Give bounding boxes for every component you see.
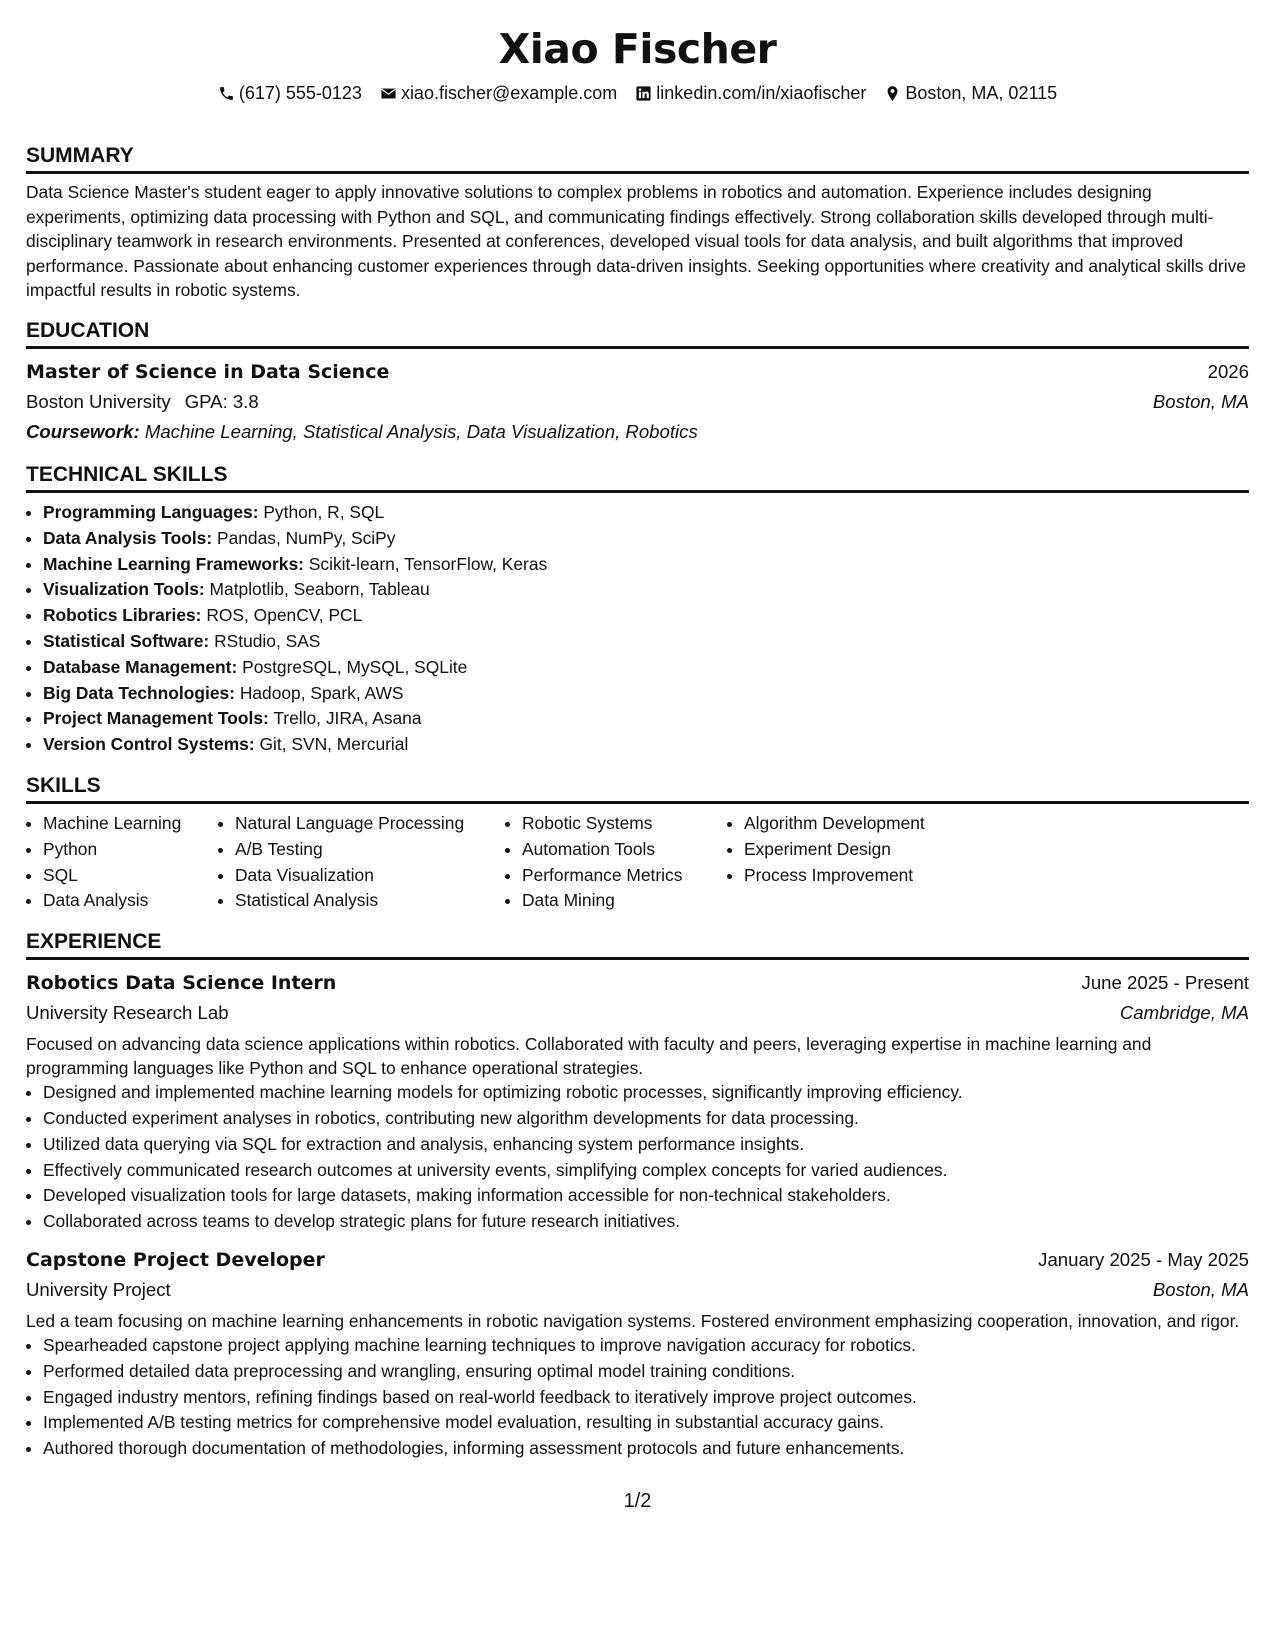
list-item: • Process Improvement bbox=[744, 863, 984, 889]
skill-label: Data Analysis Tools: bbox=[43, 527, 213, 548]
coursework-list: Machine Learning, Statistical Analysis, Data Visualization, Robotics bbox=[144, 420, 698, 442]
list-item: • Python bbox=[43, 837, 218, 863]
education-heading: EDUCATION bbox=[26, 317, 1249, 349]
list-item: • Automation Tools bbox=[522, 837, 727, 863]
job-dates: June 2025 - Present bbox=[1081, 972, 1249, 994]
phone-icon bbox=[218, 85, 235, 102]
job-entry bbox=[26, 968, 1249, 1235]
page-number: 1/2 bbox=[623, 1490, 652, 1512]
job-location: Boston, MA bbox=[1152, 1278, 1249, 1300]
skill-value: PostgreSQL, MySQL, SQLite bbox=[242, 656, 468, 677]
job-description: Focused on advancing data science applications within robotics. Collaborated with faculty and peers, leveraging expertise in machine learning and programming languages like Python and SQL to enhance operational strategies. bbox=[26, 1034, 1152, 1079]
coursework-line bbox=[26, 417, 1249, 447]
list-item bbox=[43, 732, 1249, 758]
contact-linkedin[interactable] bbox=[635, 80, 866, 106]
list-item: • Collaborated across teams to develop strategic plans for future research initiatives. bbox=[43, 1209, 1249, 1235]
job-entry bbox=[26, 1245, 1249, 1462]
skill-value: ROS, OpenCV, PCL bbox=[206, 605, 363, 626]
job-org-row bbox=[26, 1275, 1249, 1305]
skill-value: RStudio, SAS bbox=[214, 630, 321, 651]
technical-skills-list bbox=[26, 500, 1249, 758]
job-header bbox=[26, 968, 1249, 998]
list-item: • Effectively communicated research outcomes at university events, simplifying complex concepts for varied audiences. bbox=[43, 1158, 1249, 1184]
resume-page bbox=[26, 0, 1249, 1462]
list-item: • Implemented A/B testing metrics for comprehensive model evaluation, resulting in substantial accuracy gains. bbox=[43, 1410, 1249, 1436]
summary-text: Data Science Master's student eager to apply innovative solutions to complex problems in robotics and automation. Experience includes designing experiments, optimizing data processing with Python and SQL, and communicating findings effectively. Strong collaboration skills developed through multi-disciplinary teamwork in research environments. Presented at conferences, developed visual tools for data analysis, and built algorithms that improved performance. Passionate about enhancing customer experiences through data-driven insights. Seeking opportunities where creativity and analytical skills drive impactful results in robotic systems. bbox=[26, 182, 1246, 301]
list-item: • Experiment Design bbox=[744, 837, 984, 863]
skills-grid bbox=[26, 811, 1249, 914]
skill-label: Programming Languages: bbox=[43, 501, 259, 522]
list-item: • SQL bbox=[43, 863, 218, 889]
map-pin-icon bbox=[884, 85, 901, 102]
list-item bbox=[43, 629, 1249, 655]
job-bullets bbox=[26, 1333, 1249, 1462]
list-item: • Robotic Systems bbox=[522, 811, 727, 837]
skill-value: Hadoop, Spark, AWS bbox=[239, 682, 404, 703]
email-text: xiao.fischer@example.com bbox=[400, 83, 618, 103]
skill-value: Pandas, NumPy, SciPy bbox=[216, 527, 396, 548]
list-item: • Authored thorough documentation of methodologies, informing assessment protocols and future enhancements. bbox=[43, 1436, 1249, 1462]
job-organization: University Project bbox=[26, 1278, 171, 1300]
job-org-row bbox=[26, 998, 1249, 1028]
skills-column bbox=[218, 811, 505, 914]
skill-label: Statistical Software: bbox=[43, 630, 210, 651]
technical-skills-heading: TECHNICAL SKILLS bbox=[26, 461, 1249, 493]
list-item bbox=[43, 552, 1249, 578]
list-item: • Developed visualization tools for large datasets, making information accessible for non-technical stakeholders. bbox=[43, 1183, 1249, 1209]
location-text: Boston, MA, 02115 bbox=[905, 83, 1058, 103]
list-item bbox=[43, 655, 1249, 681]
school-name: Boston University bbox=[26, 390, 171, 412]
skill-value: Scikit-learn, TensorFlow, Keras bbox=[308, 553, 548, 574]
job-header bbox=[26, 1245, 1249, 1275]
skill-value: Git, SVN, Mercurial bbox=[259, 734, 409, 755]
linkedin-text: linkedin.com/in/xiaofischer bbox=[656, 83, 867, 103]
list-item bbox=[43, 577, 1249, 603]
job-title: Robotics Data Science Intern bbox=[26, 972, 337, 995]
job-bullets bbox=[26, 1080, 1249, 1235]
skill-label: Project Management Tools: bbox=[43, 708, 269, 729]
list-item bbox=[43, 706, 1249, 732]
job-description: Led a team focusing on machine learning enhancements in robotic navigation systems. Fostered environment emphasizing cooperation, innovation, and rigor. bbox=[26, 1310, 1240, 1331]
job-location: Cambridge, MA bbox=[1119, 1002, 1249, 1024]
skill-value: Matplotlib, Seaborn, Tableau bbox=[209, 579, 430, 600]
list-item: • Utilized data querying via SQL for extraction and analysis, enhancing system performance insights. bbox=[43, 1132, 1249, 1158]
list-item: • Data Visualization bbox=[235, 863, 505, 889]
job-organization: University Research Lab bbox=[26, 1002, 229, 1024]
list-item: • Engaged industry mentors, refining findings based on real-world feedback to iteratively improve project outcomes. bbox=[43, 1385, 1249, 1411]
list-item bbox=[43, 603, 1249, 629]
list-item: • Data Analysis bbox=[43, 888, 218, 914]
skill-value: Trello, JIRA, Asana bbox=[273, 708, 422, 729]
skill-label: Robotics Libraries: bbox=[43, 605, 202, 626]
list-item: • Performance Metrics bbox=[522, 863, 727, 889]
coursework-label: Coursework: bbox=[26, 420, 140, 442]
list-item: • Natural Language Processing bbox=[235, 811, 505, 837]
list-item: • A/B Testing bbox=[235, 837, 505, 863]
list-item: • Statistical Analysis bbox=[235, 888, 505, 914]
school-location: Boston, MA bbox=[1152, 390, 1249, 412]
job-dates: January 2025 - May 2025 bbox=[1038, 1248, 1249, 1270]
contact-phone bbox=[218, 80, 362, 106]
contact-location bbox=[884, 80, 1057, 106]
contact-email[interactable] bbox=[380, 80, 617, 106]
list-item: • Performed detailed data preprocessing and wrangling, ensuring optimal model training conditions. bbox=[43, 1359, 1249, 1385]
list-item bbox=[43, 500, 1249, 526]
list-item: • Data Mining bbox=[522, 888, 727, 914]
job-title: Capstone Project Developer bbox=[26, 1248, 325, 1271]
skill-label: Machine Learning Frameworks: bbox=[43, 553, 304, 574]
linkedin-icon bbox=[635, 85, 652, 102]
skills-column bbox=[727, 811, 984, 914]
summary-heading: SUMMARY bbox=[26, 142, 1249, 174]
list-item: • Algorithm Development bbox=[744, 811, 984, 837]
skill-label: Visualization Tools: bbox=[43, 579, 205, 600]
list-item: • Designed and implemented machine learning models for optimizing robotic processes, significantly improving efficiency. bbox=[43, 1080, 1249, 1106]
skills-column bbox=[26, 811, 218, 914]
phone-text: (617) 555-0123 bbox=[238, 83, 362, 103]
skill-label: Big Data Technologies: bbox=[43, 682, 235, 703]
skill-value: Python, R, SQL bbox=[263, 501, 385, 522]
skill-label: Version Control Systems: bbox=[43, 734, 255, 755]
skills-heading: SKILLS bbox=[26, 772, 1249, 804]
graduation-year: 2026 bbox=[1207, 360, 1249, 382]
list-item bbox=[43, 681, 1249, 707]
envelope-icon bbox=[380, 85, 397, 102]
gpa: GPA: 3.8 bbox=[184, 390, 259, 412]
list-item: • Conducted experiment analyses in robotics, contributing new algorithm developments for data processing. bbox=[43, 1106, 1249, 1132]
list-item bbox=[43, 526, 1249, 552]
school-line bbox=[26, 387, 259, 417]
education-entry bbox=[26, 357, 1249, 387]
list-item: • Machine Learning bbox=[43, 811, 218, 837]
experience-heading: EXPERIENCE bbox=[26, 928, 1249, 960]
candidate-name: Xiao Fischer bbox=[498, 25, 777, 73]
education-details bbox=[26, 387, 1249, 417]
contact-bar bbox=[26, 80, 1249, 106]
skills-column bbox=[505, 811, 727, 914]
degree-title: Master of Science in Data Science bbox=[26, 360, 390, 383]
list-item: • Spearheaded capstone project applying machine learning techniques to improve navigation accuracy for robotics. bbox=[43, 1333, 1249, 1359]
skill-label: Database Management: bbox=[43, 656, 238, 677]
